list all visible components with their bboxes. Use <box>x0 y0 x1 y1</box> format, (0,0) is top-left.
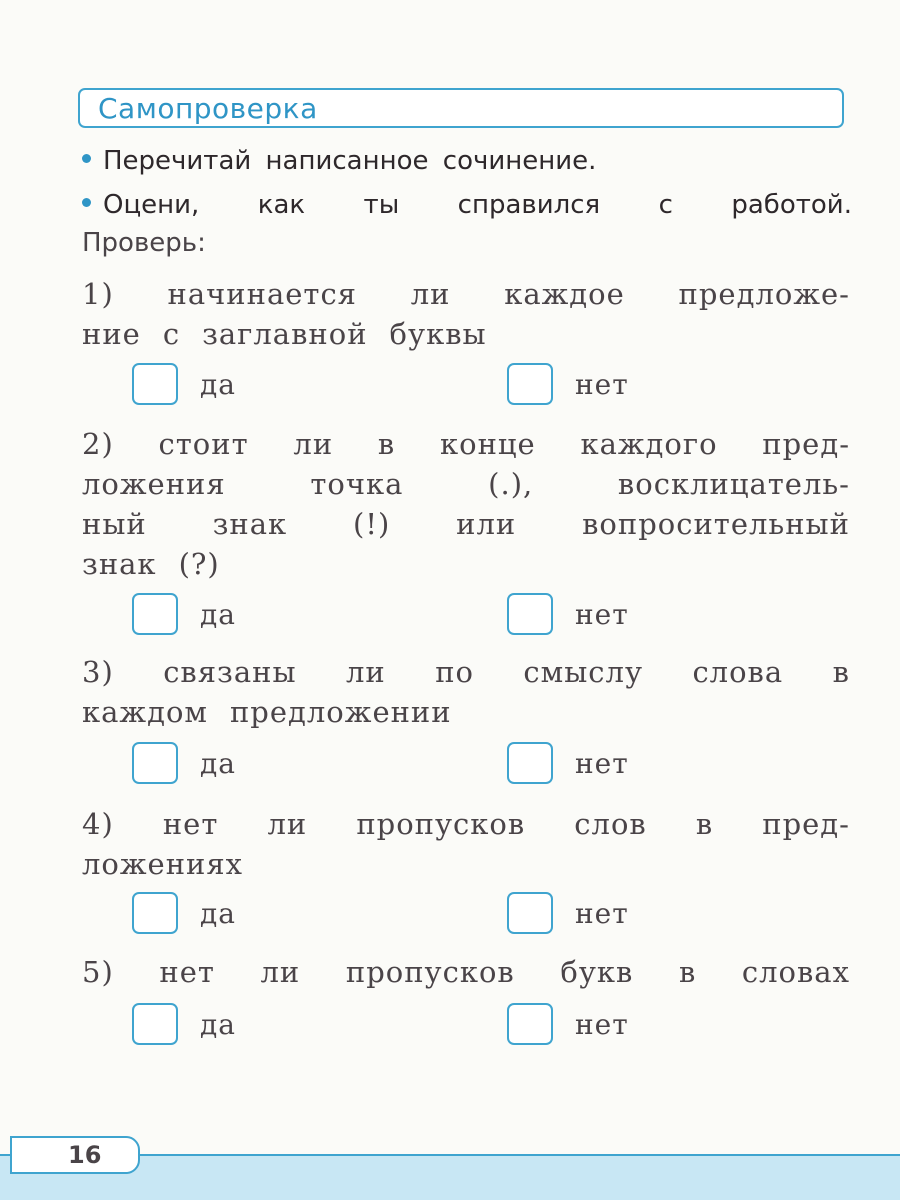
question-word: связаны <box>163 655 297 689</box>
question-3 <box>82 652 850 732</box>
question-line <box>82 804 850 844</box>
question-1 <box>82 274 850 354</box>
question-line <box>82 652 850 692</box>
answer-yes-label: да <box>200 597 236 631</box>
question-word: в <box>678 955 697 989</box>
checkbox[interactable] <box>507 363 553 405</box>
page-number: 16 <box>68 1141 102 1169</box>
answer-no-2[interactable] <box>507 593 629 635</box>
question-word: вопросительный <box>582 507 850 541</box>
question-word: ли <box>293 427 334 461</box>
question-word: в <box>377 427 396 461</box>
question-word: ложениях <box>82 847 244 881</box>
section-header <box>78 88 844 128</box>
question-word: слова <box>692 655 784 689</box>
check-label: Проверь: <box>82 228 206 258</box>
checkbox[interactable] <box>132 593 178 635</box>
question-line <box>82 692 850 732</box>
question-word: по <box>435 655 474 689</box>
answer-yes-label: да <box>200 896 236 930</box>
answer-no-label: нет <box>575 367 629 401</box>
question-line <box>82 274 850 314</box>
question-word: пропусков <box>345 955 515 989</box>
answer-yes-label: да <box>200 746 236 780</box>
answer-no-label: нет <box>575 597 629 631</box>
answer-yes-label: да <box>200 367 236 401</box>
answer-yes-1[interactable] <box>132 363 236 405</box>
question-word: точка <box>310 467 404 501</box>
question-word: буквы <box>389 317 487 351</box>
answer-yes-4[interactable] <box>132 892 236 934</box>
question-word: пред- <box>762 427 850 461</box>
checkbox[interactable] <box>132 742 178 784</box>
answer-yes-3[interactable] <box>132 742 236 784</box>
question-word: 3) <box>82 655 114 689</box>
question-word: в <box>832 655 850 689</box>
answer-no-label: нет <box>575 896 629 930</box>
instruction-word: ты <box>363 190 400 220</box>
question-word: знак <box>82 547 157 581</box>
question-word: каждое <box>504 277 625 311</box>
answer-no-3[interactable] <box>507 742 629 784</box>
question-word: ли <box>410 277 451 311</box>
question-line <box>82 544 850 584</box>
instruction-word: с <box>658 190 673 220</box>
question-word: каждом <box>82 695 208 729</box>
question-word: начинается <box>167 277 357 311</box>
instruction-evaluate <box>82 190 852 220</box>
question-word: (?) <box>178 547 220 581</box>
instruction-word: Оцени, <box>103 190 200 220</box>
question-word: ный <box>82 507 147 541</box>
answer-no-4[interactable] <box>507 892 629 934</box>
question-word: 1) <box>82 277 114 311</box>
answer-yes-5[interactable] <box>132 1003 236 1045</box>
question-word: словах <box>741 955 850 989</box>
answer-no-1[interactable] <box>507 363 629 405</box>
question-word: (!) <box>353 507 391 541</box>
answer-no-label: нет <box>575 1007 629 1041</box>
checkbox[interactable] <box>507 593 553 635</box>
answer-yes-label: да <box>200 1007 236 1041</box>
question-line <box>82 504 850 544</box>
instruction-word: как <box>257 190 306 220</box>
bullet-dot-icon <box>82 198 91 207</box>
question-word: 4) <box>82 807 114 841</box>
instruction-word: справился <box>457 190 601 220</box>
question-word: (.), <box>488 467 534 501</box>
question-word: нет <box>159 955 215 989</box>
checkbox[interactable] <box>132 1003 178 1045</box>
question-word: или <box>456 507 517 541</box>
question-word: ли <box>346 655 386 689</box>
question-word: в <box>695 807 714 841</box>
question-word: предложе- <box>678 277 850 311</box>
question-word: нет <box>162 807 219 841</box>
question-word: букв <box>560 955 634 989</box>
question-line <box>82 952 850 992</box>
question-word: пропусков <box>356 807 526 841</box>
instruction-reread-text: Перечитай написанное сочинение. <box>103 146 597 176</box>
question-word: предложении <box>229 695 452 729</box>
question-word: каждого <box>580 427 718 461</box>
question-line <box>82 844 850 884</box>
question-word: заглавной <box>202 317 368 351</box>
question-word: смыслу <box>523 655 644 689</box>
checkbox[interactable] <box>132 892 178 934</box>
question-word: конце <box>439 427 536 461</box>
instruction-word: работой. <box>731 190 852 220</box>
question-word: знак <box>212 507 288 541</box>
answer-no-5[interactable] <box>507 1003 629 1045</box>
question-line <box>82 424 850 464</box>
question-word: 5) <box>82 955 114 989</box>
question-word: ли <box>260 955 301 989</box>
question-word: ли <box>267 807 308 841</box>
question-word: восклицатель- <box>617 467 850 501</box>
question-word: ложения <box>82 467 226 501</box>
question-word: ние <box>82 317 141 351</box>
checkbox[interactable] <box>507 742 553 784</box>
answer-yes-2[interactable] <box>132 593 236 635</box>
question-line <box>82 464 850 504</box>
section-title: Самопроверка <box>98 92 318 125</box>
answer-no-label: нет <box>575 746 629 780</box>
question-word: слов <box>574 807 647 841</box>
checkbox[interactable] <box>507 1003 553 1045</box>
question-2 <box>82 424 850 584</box>
question-line <box>82 314 850 354</box>
checkbox[interactable] <box>507 892 553 934</box>
question-word: пред- <box>762 807 850 841</box>
question-word: стоит <box>158 427 249 461</box>
question-5 <box>82 952 850 992</box>
bullet-dot-icon <box>82 154 91 163</box>
instruction-reread <box>82 146 596 176</box>
question-4 <box>82 804 850 884</box>
question-word: с <box>162 317 181 351</box>
checkbox[interactable] <box>132 363 178 405</box>
question-word: 2) <box>82 427 114 461</box>
